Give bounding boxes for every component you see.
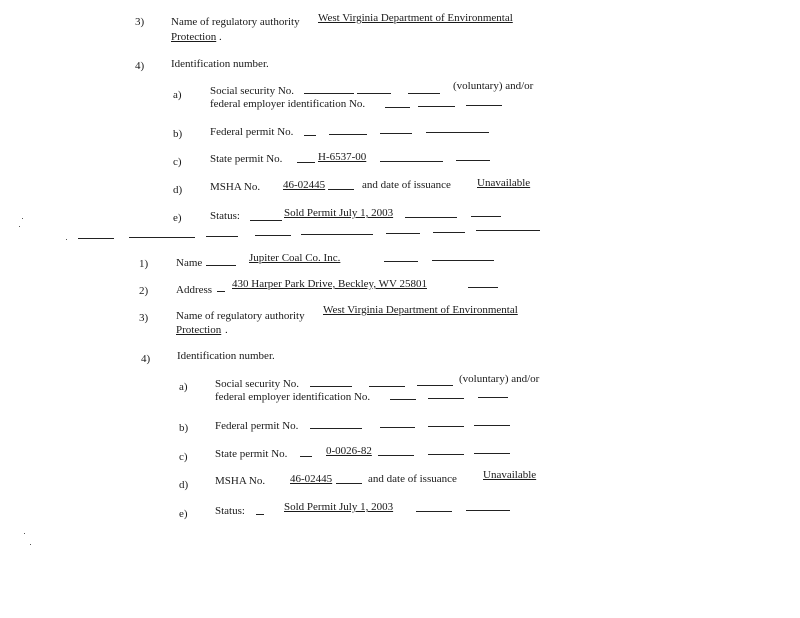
- item-number: 4): [141, 353, 151, 365]
- status-label: Status:: [215, 505, 245, 517]
- sub-letter: d): [173, 184, 183, 196]
- fein-label: federal employer identification No.: [215, 391, 371, 403]
- sub-letter: e): [173, 212, 182, 224]
- blank-line: [456, 160, 490, 161]
- blank-line: [428, 454, 464, 455]
- blank-line: [471, 216, 501, 217]
- blank-line: [206, 265, 236, 266]
- msha-label: MSHA No.: [210, 181, 261, 193]
- blank-line: [217, 291, 225, 292]
- blank-line: [432, 260, 494, 261]
- period: .: [225, 324, 228, 336]
- state-permit-value: H-6537-00: [318, 151, 367, 163]
- blank-line: [466, 510, 510, 511]
- federal-permit-label: Federal permit No.: [215, 420, 299, 432]
- blank-line: [408, 93, 440, 94]
- blank-line: [304, 135, 316, 136]
- blank-line: [384, 261, 418, 262]
- ssn-label: Social security No.: [215, 378, 300, 390]
- blank-line: [385, 107, 410, 108]
- blank-line: [329, 134, 367, 135]
- sub-letter: c): [173, 156, 182, 168]
- scan-speck: [24, 533, 25, 534]
- msha-label: MSHA No.: [215, 475, 266, 487]
- authority-label: Name of regulatory authority: [176, 310, 305, 322]
- issuance-value: Unavailable: [477, 177, 531, 189]
- sub-letter: c): [179, 451, 188, 463]
- blank-line: [301, 234, 373, 235]
- identification-label: Identification number.: [171, 58, 269, 70]
- name-label: Name: [176, 257, 203, 269]
- blank-line: [256, 514, 264, 515]
- name-value: Jupiter Coal Co. Inc.: [249, 252, 341, 264]
- blank-line: [310, 428, 362, 429]
- address-value: 430 Harper Park Drive, Beckley, WV 25801: [232, 278, 427, 290]
- blank-line: [380, 427, 415, 428]
- blank-line: [386, 233, 420, 234]
- state-permit-value: 0-0026-82: [326, 445, 372, 457]
- blank-line: [428, 398, 464, 399]
- blank-line: [426, 132, 489, 133]
- sub-letter: a): [173, 89, 182, 101]
- sub-letter: d): [179, 479, 189, 491]
- issuance-label: and date of issuance: [362, 179, 451, 191]
- blank-line: [380, 161, 443, 162]
- state-permit-label: State permit No.: [210, 153, 283, 165]
- address-label: Address: [176, 284, 213, 296]
- blank-line: [336, 483, 362, 484]
- ssn-label: Social security No.: [210, 85, 295, 97]
- period: .: [219, 31, 222, 43]
- blank-line: [206, 236, 238, 237]
- blank-line: [468, 287, 498, 288]
- msha-value: 46-02445: [290, 473, 333, 485]
- blank-line: [304, 93, 354, 94]
- authority-value-line2: Protection: [171, 31, 217, 43]
- blank-line: [300, 456, 312, 457]
- identification-label: Identification number.: [177, 350, 275, 362]
- item-number: 1): [139, 258, 149, 270]
- sub-letter: a): [179, 381, 188, 393]
- issuance-value: Unavailable: [483, 469, 537, 481]
- item-number: 4): [135, 60, 145, 72]
- blank-line: [357, 93, 391, 94]
- sub-letter: b): [179, 422, 189, 434]
- blank-line: [78, 238, 114, 239]
- blank-line: [378, 455, 414, 456]
- blank-line: [417, 385, 453, 386]
- blank-line: [474, 453, 510, 454]
- item-number: 3): [135, 16, 145, 28]
- issuance-label: and date of issuance: [368, 473, 457, 485]
- blank-line: [297, 162, 315, 163]
- blank-line: [250, 220, 282, 221]
- authority-value-line1: West Virginia Department of Environmental: [323, 304, 518, 316]
- scan-speck: [19, 226, 20, 227]
- blank-line: [405, 217, 457, 218]
- blank-line: [418, 106, 455, 107]
- scan-speck: [22, 218, 23, 219]
- blank-line: [433, 232, 465, 233]
- blank-line: [129, 237, 195, 238]
- blank-line: [255, 235, 291, 236]
- scan-speck: [30, 544, 31, 545]
- voluntary-note: (voluntary) and/or: [459, 373, 540, 385]
- sub-letter: e): [179, 508, 188, 520]
- item-number: 3): [139, 312, 149, 324]
- authority-label: Name of regulatory authority: [171, 16, 300, 28]
- voluntary-note: (voluntary) and/or: [453, 80, 534, 92]
- fein-label: federal employer identification No.: [210, 98, 366, 110]
- authority-value-line1: West Virginia Department of Environmental: [318, 12, 513, 24]
- status-label: Status:: [210, 210, 240, 222]
- blank-line: [428, 426, 464, 427]
- status-value: Sold Permit July 1, 2003: [284, 207, 394, 219]
- blank-line: [476, 230, 540, 231]
- federal-permit-label: Federal permit No.: [210, 126, 294, 138]
- blank-line: [478, 397, 508, 398]
- authority-value-line2: Protection: [176, 324, 222, 336]
- blank-line: [380, 133, 412, 134]
- blank-line: [474, 425, 510, 426]
- status-value: Sold Permit July 1, 2003: [284, 501, 394, 513]
- blank-line: [310, 386, 352, 387]
- state-permit-label: State permit No.: [215, 448, 288, 460]
- blank-line: [369, 386, 405, 387]
- sub-letter: b): [173, 128, 183, 140]
- scan-speck: [66, 239, 67, 240]
- blank-line: [416, 511, 452, 512]
- msha-value: 46-02445: [283, 179, 326, 191]
- blank-line: [390, 399, 416, 400]
- item-number: 2): [139, 285, 149, 297]
- blank-line: [328, 189, 354, 190]
- blank-line: [466, 105, 502, 106]
